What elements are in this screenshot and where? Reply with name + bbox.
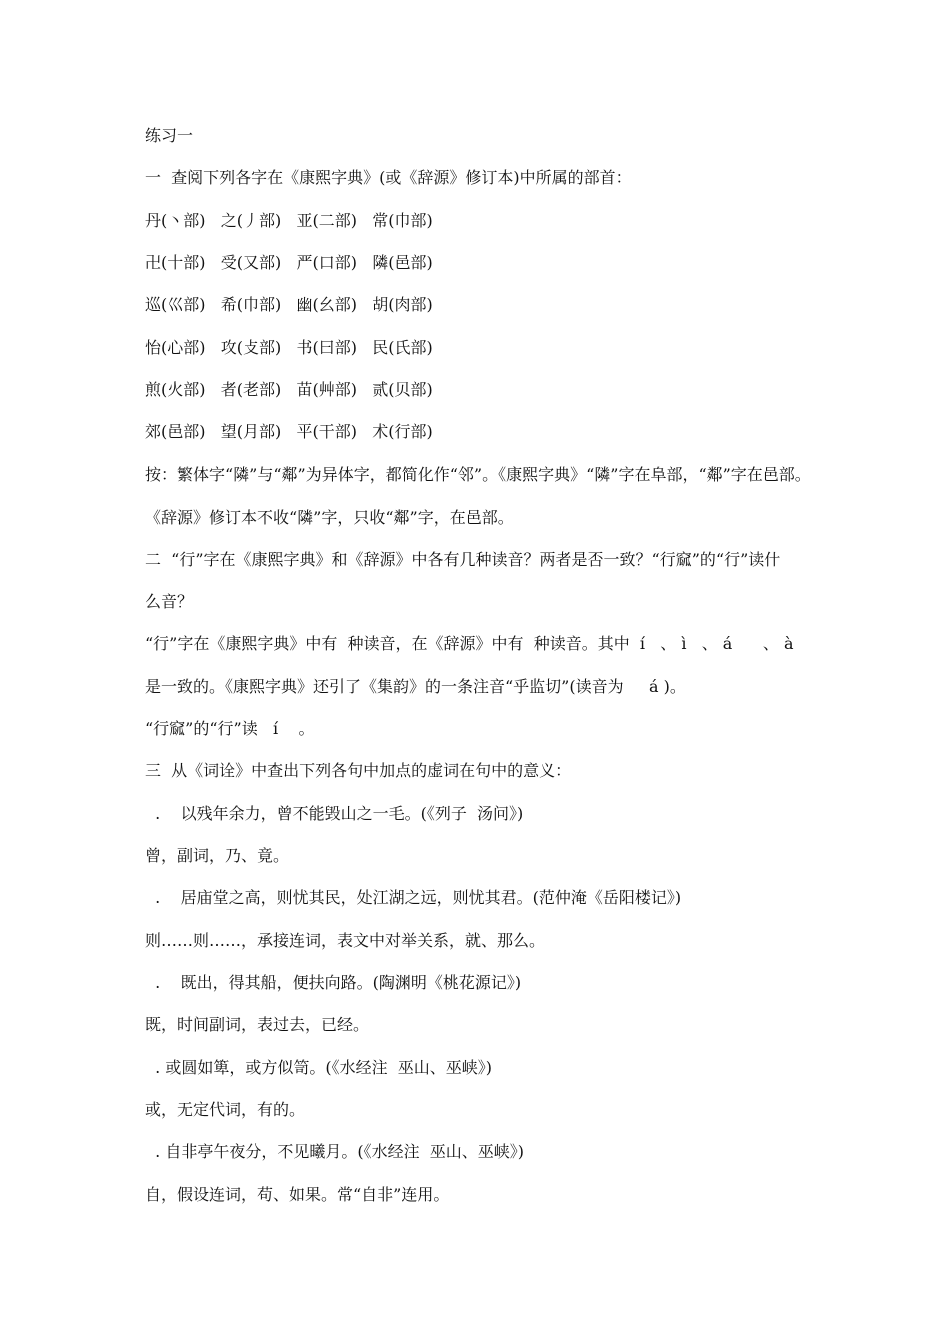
item-2-sentence: . 居庙堂之高，则忧其民，处江湖之远，则忧其君。(范仲淹《岳阳楼记》) <box>145 888 682 907</box>
question-1-prompt: 一 查阅下列各字在《康熙字典》(或《辞源》修订本)中所属的部首： <box>145 168 632 187</box>
radical-row-1: 丹(丶部) 之(丿部) 亚(二部) 常(巾部) <box>145 211 433 230</box>
item-1-sentence: . 以残年余力，曾不能毁山之一毛。(《列子 汤问》) <box>145 804 524 823</box>
radical-row-2: 卍(十部) 受(又部) 严(口部) 隣(邑部) <box>145 253 433 272</box>
question-2-answer-line-2: 是一致的。《康熙字典》还引了《集韵》的一条注音“乎监切”(读音为 á )。 <box>145 677 686 696</box>
radical-row-5: 煎(火部) 者(老部) 苗(艸部) 贰(贝部) <box>145 380 433 399</box>
question-2-prompt-line-2: 么音？ <box>145 592 194 611</box>
item-5-sentence: . 自非亭午夜分，不见曦月。(《水经注 巫山、巫峡》) <box>145 1142 525 1161</box>
item-3-answer: 既，时间副词，表过去，已经。 <box>145 1015 370 1034</box>
item-4-sentence: . 或圆如箄，或方似笥。(《水经注 巫山、巫峡》) <box>145 1058 493 1077</box>
exercise-title: 练习一 <box>145 126 194 145</box>
radical-row-3: 巡(巛部) 希(巾部) 幽(幺部) 胡(肉部) <box>145 295 433 314</box>
radical-row-4: 怡(心部) 攻(攴部) 书(曰部) 民(氏部) <box>145 338 433 357</box>
item-2-answer: 则……则……，承接连词，表文中对举关系，就、那么。 <box>145 931 546 950</box>
note-line-2: 《辞源》修订本不收“隣”字，只收“鄰”字，在邑部。 <box>145 508 514 527</box>
item-3-sentence: . 既出，得其船，便扶向路。(陶渊明《桃花源记》) <box>145 973 522 992</box>
radical-row-6: 郊(邑部) 望(月部) 平(干部) 术(行部) <box>145 422 433 441</box>
note-line-1: 按：繁体字“隣”与“鄰”为异体字，都简化作“邻”。《康熙字典》“隣”字在阜部，“鄰”字在邑部。 <box>145 465 811 484</box>
question-2-prompt-line-1: 二 “行”字在《康熙字典》和《辞源》中各有几种读音？两者是否一致？“行窳”的“行”读什 <box>145 550 781 569</box>
question-2-answer-line-1: “行”字在《康熙字典》中有 种读音，在《辞源》中有 种读音。其中 í 、 ì 、 á 、 à <box>145 634 794 653</box>
item-1-answer: 曾，副词，乃、竟。 <box>145 846 290 865</box>
question-2-answer-line-3: “行窳”的“行”读 í 。 <box>145 719 315 738</box>
question-3-prompt: 三 从《词诠》中查出下列各句中加点的虚词在句中的意义： <box>145 761 572 780</box>
item-5-answer: 自，假设连词，苟、如果。常“自非”连用。 <box>145 1185 450 1204</box>
item-4-answer: 或，无定代词，有的。 <box>145 1100 306 1119</box>
